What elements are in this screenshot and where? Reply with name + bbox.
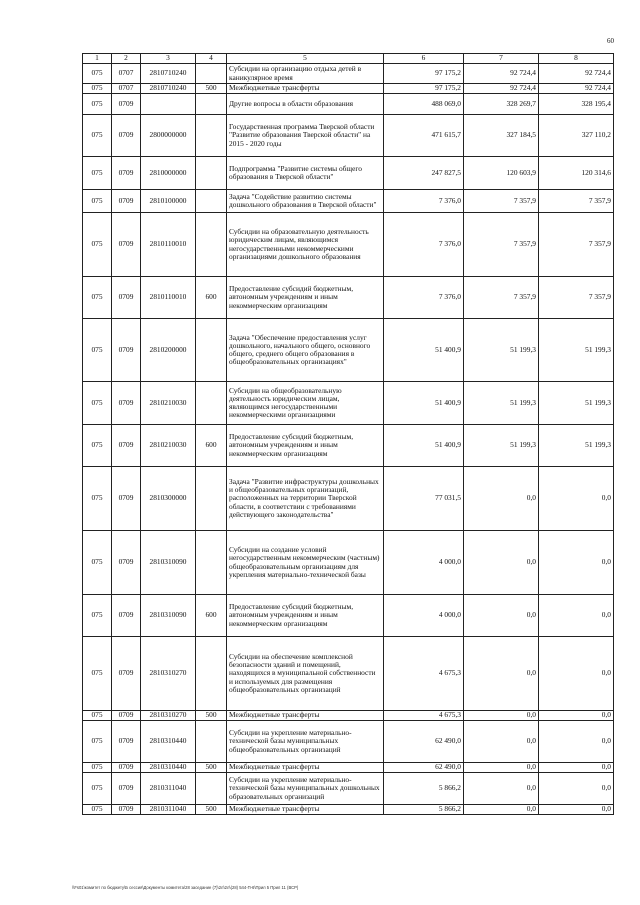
cell-amount-col8: 51 199,3 — [539, 382, 614, 425]
cell-amount-col6: 51 400,9 — [384, 425, 464, 467]
cell-expense-type: 500 — [196, 711, 227, 721]
cell-description: Задача "Развитие инфраструктуры дошкольных и общеобразовательных организаций, расположенных на территории Тверской области, в соответствии с требованиями действующего законодательства" — [227, 467, 384, 531]
cell-amount-col8: 7 357,9 — [539, 213, 614, 277]
cell-amount-col7: 0,0 — [464, 773, 539, 805]
cell-amount-col6: 51 400,9 — [384, 382, 464, 425]
cell-admin-code: 075 — [83, 425, 112, 467]
cell-admin-code: 075 — [83, 382, 112, 425]
cell-target-article: 2800000000 — [141, 115, 196, 157]
cell-amount-col8: 7 357,9 — [539, 190, 614, 213]
cell-description: Субсидии на общеобразовательную деятельность юридическим лицам, являющимся негосударственными некоммерческими организациями — [227, 382, 384, 425]
cell-description: Межбюджетные трансферты — [227, 84, 384, 94]
cell-amount-col6: 5 866,2 — [384, 773, 464, 805]
cell-section-code: 0709 — [112, 595, 141, 637]
cell-amount-col8: 120 314,6 — [539, 157, 614, 190]
cell-expense-type — [196, 637, 227, 711]
cell-amount-col6: 4 000,0 — [384, 595, 464, 637]
cell-expense-type: 500 — [196, 84, 227, 94]
cell-target-article: 2810310090 — [141, 531, 196, 595]
cell-description: Субсидии на укрепление материально-технической базы муниципальных дошкольных образовательных организаций — [227, 773, 384, 805]
cell-amount-col7: 0,0 — [464, 595, 539, 637]
cell-description: Государственная программа Тверской области "Развитие образования Тверской области" на 2015 - 2020 годы — [227, 115, 384, 157]
cell-admin-code: 075 — [83, 115, 112, 157]
cell-admin-code: 075 — [83, 213, 112, 277]
cell-amount-col6: 7 376,0 — [384, 213, 464, 277]
cell-admin-code: 075 — [83, 277, 112, 319]
cell-admin-code: 075 — [83, 319, 112, 382]
cell-amount-col6: 471 615,7 — [384, 115, 464, 157]
cell-description: Подпрограмма "Развитие системы общего образования в Тверской области" — [227, 157, 384, 190]
table-row — [83, 64, 614, 84]
cell-amount-col8: 328 195,4 — [539, 94, 614, 115]
cell-admin-code: 075 — [83, 157, 112, 190]
cell-expense-type — [196, 319, 227, 382]
cell-amount-col6: 97 175,2 — [384, 64, 464, 84]
cell-admin-code: 075 — [83, 467, 112, 531]
cell-amount-col7: 0,0 — [464, 721, 539, 763]
cell-section-code: 0707 — [112, 64, 141, 84]
cell-amount-col7: 0,0 — [464, 637, 539, 711]
cell-description: Предоставление субсидий бюджетным, автономным учреждениям и иным некоммерческим организациям — [227, 277, 384, 319]
cell-amount-col6: 51 400,9 — [384, 319, 464, 382]
cell-amount-col8: 92 724,4 — [539, 84, 614, 94]
table-row — [83, 425, 614, 467]
cell-amount-col7: 327 184,5 — [464, 115, 539, 157]
cell-admin-code: 075 — [83, 763, 112, 773]
cell-expense-type: 500 — [196, 763, 227, 773]
cell-description: Субсидии на укрепление материально-технической базы муниципальных общеобразовательных организаций — [227, 721, 384, 763]
cell-expense-type — [196, 213, 227, 277]
table-row — [83, 711, 614, 721]
table-row — [83, 467, 614, 531]
cell-description: Межбюджетные трансферты — [227, 711, 384, 721]
cell-amount-col7: 0,0 — [464, 711, 539, 721]
cell-description: Субсидии на обеспечение комплексной безопасности зданий и помещений, находящихся в муниципальной собственности и используемых для размещения общеобразовательных организаций — [227, 637, 384, 711]
table-header-row — [83, 54, 614, 64]
cell-target-article: 2810310270 — [141, 711, 196, 721]
cell-target-article: 2810310440 — [141, 721, 196, 763]
cell-amount-col6: 5 866,2 — [384, 805, 464, 815]
cell-target-article: 2810311040 — [141, 773, 196, 805]
cell-section-code: 0709 — [112, 94, 141, 115]
cell-target-article: 2810000000 — [141, 157, 196, 190]
cell-target-article: 2810210030 — [141, 382, 196, 425]
cell-expense-type — [196, 721, 227, 763]
cell-description: Предоставление субсидий бюджетным, автономным учреждениям и иным некоммерческим организациям — [227, 595, 384, 637]
cell-amount-col6: 7 376,0 — [384, 277, 464, 319]
cell-amount-col6: 97 175,2 — [384, 84, 464, 94]
cell-target-article: 2810110010 — [141, 277, 196, 319]
cell-amount-col8: 0,0 — [539, 773, 614, 805]
table-row — [83, 637, 614, 711]
cell-target-article: 2810710240 — [141, 64, 196, 84]
cell-amount-col7: 120 603,9 — [464, 157, 539, 190]
cell-section-code: 0709 — [112, 773, 141, 805]
cell-section-code: 0709 — [112, 319, 141, 382]
cell-section-code: 0709 — [112, 531, 141, 595]
cell-amount-col8: 0,0 — [539, 595, 614, 637]
cell-admin-code: 075 — [83, 711, 112, 721]
cell-description: Субсидии на организацию отдыха детей в каникулярное время — [227, 64, 384, 84]
column-header: 3 — [141, 54, 196, 64]
cell-admin-code: 075 — [83, 595, 112, 637]
cell-amount-col7: 7 357,9 — [464, 190, 539, 213]
column-header: 8 — [539, 54, 614, 64]
cell-description: Субсидии на создание условий негосударственным некоммерческим (частным) общеобразовательным организациям для укрепления материально-технической базы — [227, 531, 384, 595]
cell-section-code: 0709 — [112, 115, 141, 157]
table-row — [83, 805, 614, 815]
cell-expense-type — [196, 773, 227, 805]
cell-description: Предоставление субсидий бюджетным, автономным учреждениям и иным некоммерческим организациям — [227, 425, 384, 467]
cell-amount-col7: 7 357,9 — [464, 213, 539, 277]
cell-amount-col8: 0,0 — [539, 721, 614, 763]
cell-amount-col8: 0,0 — [539, 531, 614, 595]
cell-section-code: 0707 — [112, 84, 141, 94]
cell-admin-code: 075 — [83, 773, 112, 805]
table-row — [83, 319, 614, 382]
cell-section-code: 0709 — [112, 157, 141, 190]
cell-amount-col7: 328 269,7 — [464, 94, 539, 115]
cell-section-code: 0709 — [112, 763, 141, 773]
cell-section-code: 0709 — [112, 467, 141, 531]
cell-section-code: 0709 — [112, 277, 141, 319]
cell-admin-code: 075 — [83, 805, 112, 815]
table-row — [83, 84, 614, 94]
cell-amount-col7: 51 199,3 — [464, 319, 539, 382]
table-row — [83, 277, 614, 319]
cell-amount-col6: 4 675,3 — [384, 711, 464, 721]
cell-amount-col8: 92 724,4 — [539, 64, 614, 84]
cell-target-article: 2810200000 — [141, 319, 196, 382]
cell-admin-code: 075 — [83, 721, 112, 763]
cell-amount-col8: 0,0 — [539, 467, 614, 531]
cell-amount-col8: 0,0 — [539, 763, 614, 773]
cell-amount-col8: 327 110,2 — [539, 115, 614, 157]
cell-target-article: 2810100000 — [141, 190, 196, 213]
cell-admin-code: 075 — [83, 190, 112, 213]
cell-description: Задача "Обеспечение предоставления услуг дошкольного, начального общего, основного общего, среднего общего образования в общеобразовательных организациях" — [227, 319, 384, 382]
table-row — [83, 382, 614, 425]
table-row — [83, 763, 614, 773]
cell-section-code: 0709 — [112, 213, 141, 277]
cell-target-article: 2810710240 — [141, 84, 196, 94]
table-row — [83, 157, 614, 190]
table-row — [83, 531, 614, 595]
cell-amount-col6: 4 675,3 — [384, 637, 464, 711]
cell-description: Задача "Содействие развитию системы дошкольного образования в Тверской области" — [227, 190, 384, 213]
table-row — [83, 94, 614, 115]
cell-expense-type — [196, 157, 227, 190]
cell-amount-col8: 7 357,9 — [539, 277, 614, 319]
column-header: 2 — [112, 54, 141, 64]
cell-expense-type: 600 — [196, 277, 227, 319]
cell-amount-col6: 62 490,0 — [384, 763, 464, 773]
cell-target-article: 2810311040 — [141, 805, 196, 815]
cell-admin-code: 075 — [83, 637, 112, 711]
cell-amount-col7: 92 724,4 — [464, 64, 539, 84]
table-row — [83, 115, 614, 157]
cell-expense-type: 600 — [196, 595, 227, 637]
cell-description: Другие вопросы в области образования — [227, 94, 384, 115]
cell-expense-type — [196, 467, 227, 531]
cell-amount-col7: 51 199,3 — [464, 425, 539, 467]
table-row — [83, 595, 614, 637]
cell-expense-type — [196, 531, 227, 595]
cell-expense-type — [196, 94, 227, 115]
cell-amount-col8: 0,0 — [539, 805, 614, 815]
cell-section-code: 0709 — [112, 637, 141, 711]
cell-expense-type — [196, 64, 227, 84]
column-header: 1 — [83, 54, 112, 64]
column-header: 4 — [196, 54, 227, 64]
cell-section-code: 0709 — [112, 805, 141, 815]
cell-amount-col8: 0,0 — [539, 711, 614, 721]
cell-description: Межбюджетные трансферты — [227, 763, 384, 773]
cell-amount-col7: 0,0 — [464, 805, 539, 815]
table-row — [83, 721, 614, 763]
cell-target-article: 2810300000 — [141, 467, 196, 531]
cell-section-code: 0709 — [112, 711, 141, 721]
cell-amount-col6: 4 000,0 — [384, 531, 464, 595]
column-header: 5 — [227, 54, 384, 64]
cell-amount-col6: 77 031,5 — [384, 467, 464, 531]
cell-admin-code: 075 — [83, 94, 112, 115]
cell-amount-col6: 7 376,0 — [384, 190, 464, 213]
cell-section-code: 0709 — [112, 425, 141, 467]
cell-section-code: 0709 — [112, 190, 141, 213]
table-row — [83, 190, 614, 213]
cell-expense-type — [196, 190, 227, 213]
cell-admin-code: 075 — [83, 84, 112, 94]
table-row — [83, 773, 614, 805]
cell-admin-code: 075 — [83, 64, 112, 84]
cell-target-article: 2810210030 — [141, 425, 196, 467]
budget-table — [82, 53, 614, 815]
cell-admin-code: 075 — [83, 531, 112, 595]
cell-target-article: 2810110010 — [141, 213, 196, 277]
cell-target-article — [141, 94, 196, 115]
cell-amount-col7: 0,0 — [464, 467, 539, 531]
cell-amount-col7: 0,0 — [464, 763, 539, 773]
cell-amount-col8: 51 199,3 — [539, 425, 614, 467]
footer-file-path: \\Fs01\комитет по бюджету\Б сессия\Документы комитета\28 заседание (7)\2л\2л\(28) 544-П-6\Прил 5 Прил 11 (ВСР) — [72, 885, 299, 890]
column-header: 6 — [384, 54, 464, 64]
table-body — [83, 64, 614, 815]
cell-target-article: 2810310440 — [141, 763, 196, 773]
cell-amount-col6: 247 827,5 — [384, 157, 464, 190]
cell-amount-col8: 0,0 — [539, 637, 614, 711]
cell-amount-col7: 51 199,3 — [464, 382, 539, 425]
cell-expense-type: 600 — [196, 425, 227, 467]
column-header: 7 — [464, 54, 539, 64]
cell-amount-col8: 51 199,3 — [539, 319, 614, 382]
cell-description: Субсидии на образовательную деятельность юридическим лицам, являющимся негосударственными некоммерческими организациями дошкольного образования — [227, 213, 384, 277]
table-row — [83, 213, 614, 277]
cell-target-article: 2810310090 — [141, 595, 196, 637]
cell-description: Межбюджетные трансферты — [227, 805, 384, 815]
cell-amount-col7: 7 357,9 — [464, 277, 539, 319]
cell-amount-col6: 62 490,0 — [384, 721, 464, 763]
cell-section-code: 0709 — [112, 382, 141, 425]
cell-expense-type — [196, 115, 227, 157]
cell-amount-col7: 92 724,4 — [464, 84, 539, 94]
cell-section-code: 0709 — [112, 721, 141, 763]
cell-target-article: 2810310270 — [141, 637, 196, 711]
cell-amount-col6: 488 069,0 — [384, 94, 464, 115]
cell-expense-type — [196, 382, 227, 425]
page-number: 60 — [607, 37, 614, 45]
cell-expense-type: 500 — [196, 805, 227, 815]
cell-amount-col7: 0,0 — [464, 531, 539, 595]
